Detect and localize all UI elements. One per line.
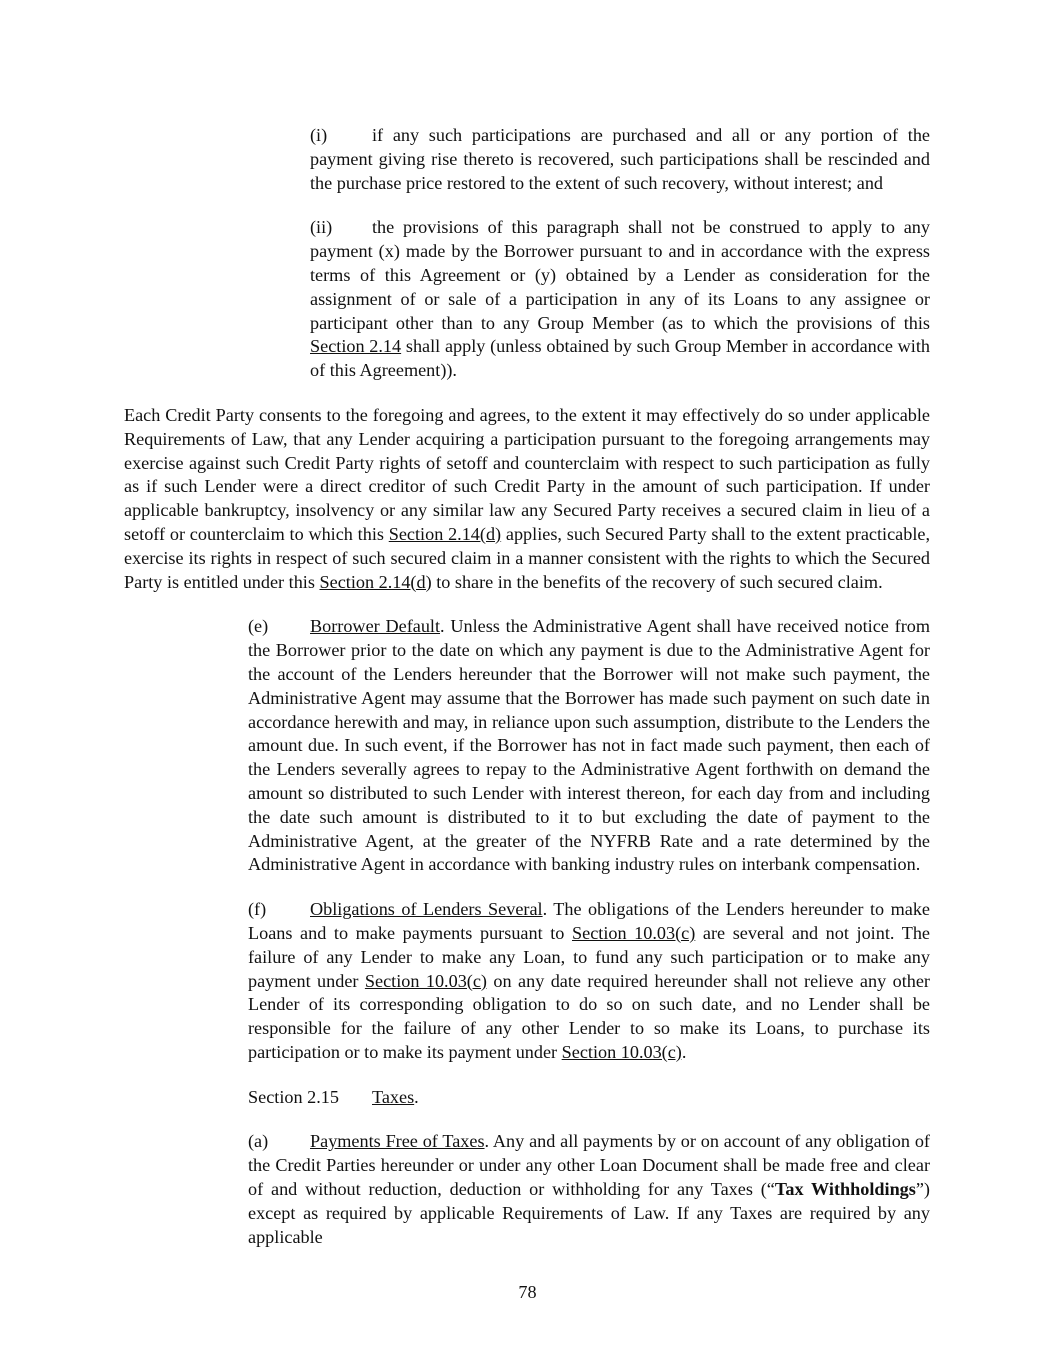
section-reference: Section 2.14 <box>310 336 402 357</box>
sub-paragraph-i <box>186 124 930 195</box>
paragraph-number: (i) <box>310 125 328 145</box>
paragraph-number: (a) <box>248 1131 269 1152</box>
paragraph-a <box>124 1130 930 1249</box>
paragraph-ii <box>186 216 930 383</box>
paragraph-number: (f) <box>248 899 267 920</box>
section-title: Taxes <box>372 1086 415 1107</box>
paragraph-text: the provisions of this paragraph shall not be construed to apply to any payment (x) made by the Borrower pursuant to and in accordance with the express terms of this Agreement or (y) obtained by a Lender as consideration for the assignment of or sale of a participation in any of its Loans to any assignee or participant other than to any Group Member (as to which the provisions of this <box>310 217 930 333</box>
paragraph-text: shall apply (unless obtained by such Group Member in accordance with of this Agreement)). <box>310 336 930 381</box>
section-reference: Section 10.03(c) <box>572 922 696 943</box>
paragraph-heading: Obligations of Lenders Several <box>310 899 543 920</box>
paragraph-e <box>124 615 930 877</box>
sub-paragraph-ii <box>186 216 930 383</box>
paragraph-number: (ii) <box>310 217 333 238</box>
paragraph-text: on any date required hereunder shall not relieve any other Lender of its corresponding obligation to do so on such date, and no Lender shall be responsible for the failure of any other Lender to so make its Loans, to purchase its participation or to make its payment under <box>248 970 930 1062</box>
paragraph-heading: Borrower Default <box>310 616 441 637</box>
paragraph-number: (e) <box>248 616 269 637</box>
defined-term: Tax Withholdings <box>774 1179 916 1200</box>
paragraph-i <box>186 124 930 195</box>
paragraph-text: . <box>681 1041 687 1062</box>
paragraph-text: . The obligations of the Lenders hereunder to make Loans and to make payments pursuant to <box>248 899 930 943</box>
paragraph-heading: Payments Free of Taxes <box>310 1131 485 1152</box>
paragraph-text: . Any and all payments by or on account of any obligation of the Credit Parties hereunder or under any other Loan Document shall be made free and clear of and without reduction, deduction or withholding for any Taxes (“ <box>248 1131 930 1200</box>
section-heading <box>124 1086 930 1110</box>
page-number: 78 <box>518 1282 537 1302</box>
section-reference: Section 10.03(c) <box>364 970 487 991</box>
paragraph-text: if any such participations are purchased and all or any portion of the payment giving rise thereto is recovered, such participations shall be rescinded and the purchase price restored to the extent of such recovery, without interest; and <box>310 125 930 193</box>
paragraph-text: are several and not joint. The failure of any Lender to make any Loan, to fund any such participation or to make any payment under <box>248 922 930 991</box>
paragraph-text: applies, such Secured Party shall to the extent practicable, exercise its rights in respect of such secured claim in a manner consistent with the rights to which the Secured Party is entitled under this <box>124 523 930 592</box>
document-page <box>124 124 930 1249</box>
section-reference: Section 2.14(d) <box>388 523 502 544</box>
paragraph-f <box>124 898 930 1065</box>
paragraph-text: . Unless the Administrative Agent shall have received notice from the Borrower prior to the date on which any payment is due to the Administrative Agent for the account of the Lenders hereunder that the Borrower will not make such payment, the Administrative Agent may assume that the Borrower has made such payment on such date in accordance herewith and may, in reliance upon such assumption, distribute to the Lenders the amount due. In such event, if the Borrower has not in fact made such payment, then each of the Lenders severally agrees to repay to the Administrative Agent forthwith on demand the amount so distributed to such Lender with interest thereon, for each day from and including the date such amount is distributed to it to but excluding the date of payment to the Administrative Agent, at the greater of the NYFRB Rate and a rate determined by the Administrative Agent in accordance with banking industry rules on interbank compensation. <box>248 616 931 875</box>
paragraph-text: ”) except as required by applicable Requirements of Law. If any Taxes are required by any applicable <box>248 1179 930 1247</box>
paragraph-text: Each Credit Party consents to the foregoing and agrees, to the extent it may effectively do so under applicable Requirements of Law, that any Lender acquiring a participation pursuant to the foregoing arrangements may exercise against such Credit Party rights of setoff and counterclaim with respect to such participation as fully as if such Lender were a direct creditor of such Credit Party in the amount of such participation. If under applicable bankruptcy, insolvency or any similar law any Secured Party receives a secured claim in lieu of a setoff or counterclaim to which this <box>124 404 930 544</box>
section-number: Section 2.15 <box>248 1086 339 1107</box>
section-reference: Section 2.14(d) <box>319 571 432 592</box>
section-reference: Section 10.03(c) <box>561 1041 682 1062</box>
paragraph-text: to share in the benefits of the recovery of such secured claim. <box>431 571 883 592</box>
paragraph-consent <box>124 404 930 594</box>
section-title-period: . <box>414 1086 419 1107</box>
